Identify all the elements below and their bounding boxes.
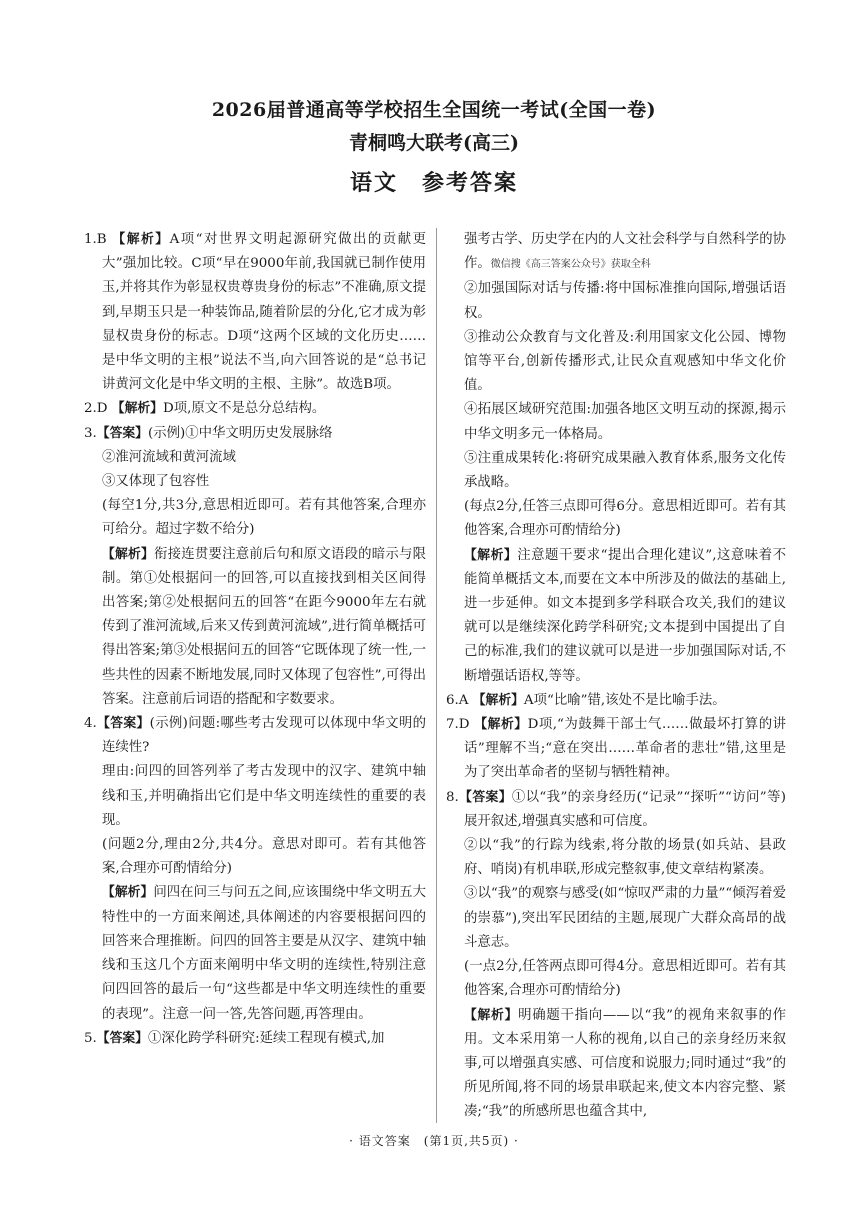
- analysis-tag: 【解析】: [472, 692, 524, 708]
- scoring-note: (每点2分,任答三点即可得6分。意思相近即可。若有其他答案,合理亦可酌情给分): [464, 499, 786, 539]
- watermark-text: 微信搜《高三答案公众号》获取全科: [490, 259, 651, 271]
- analysis-tag: 【解析】: [464, 1007, 519, 1023]
- analysis-tag: 【解析】: [464, 547, 518, 563]
- answer-q7: [446, 713, 786, 786]
- scoring-note: (每空1分,共3分,意思相近即可。若有其他答案,合理亦可给分。超过字数不给分): [102, 498, 426, 538]
- scoring-note: (问题2分,理由2分,共4分。意思对即可。若有其他答案,合理亦可酌情给分): [102, 837, 426, 877]
- answer-q8: [446, 786, 786, 834]
- analysis-tag: 【解析】: [102, 546, 155, 562]
- question-number: 1.B: [84, 232, 107, 247]
- analysis-paragraph: [446, 1004, 786, 1125]
- answer-q5-continued: [446, 228, 786, 277]
- question-number: 7.D: [446, 717, 470, 733]
- answer-tag: 【答案】: [458, 789, 512, 805]
- answer-text: D项,原文不是总分总结构。: [162, 401, 326, 417]
- page-footer: · 语文答案 (第1页,共5页) ·: [349, 1134, 519, 1148]
- question-number: 4.: [84, 716, 97, 732]
- scoring-note: (一点2分,任答两点即可得4分。意思相近即可。若有其他答案,合理亦可酌情给分): [464, 959, 786, 999]
- analysis-tag: 【解析】: [111, 401, 163, 417]
- question-number: 6.A: [446, 692, 469, 708]
- answer-line: ③又体现了包容性: [102, 474, 210, 490]
- analysis-tag: 【解析】: [112, 232, 170, 247]
- exam-subtitle: 青桐鸣大联考(高三): [349, 132, 519, 154]
- answer-line: ②以“我”的行踪为线索,将分散的场景(如兵站、县政府、哨岗)有机串联,形成完整叙事,使文章结构紧凑。: [464, 838, 786, 878]
- analysis-tag: 【解析】: [102, 885, 154, 901]
- answer-line: ④拓展区域研究范围:加强各地区文明互动的探源,揭示中华文明多元一体格局。: [464, 402, 786, 442]
- analysis-text: 注意题干要求“提出合理化建议”,这意味着不能简单概括文本,而要在文本中所涉及的做法的基础上,进一步延伸。如文本提到多学科联合攻关,我们的建议就可以是继续深化跨学科研究;文本提到中国提出了自己的标准,我们的建议就可以是进一步加强国际对话,不断增强话语权,等等。: [464, 547, 786, 684]
- answer-q3: [84, 422, 426, 446]
- answer-line: ②淮河流域和黄河流域: [102, 449, 236, 465]
- column-divider: [436, 228, 437, 1123]
- analysis-text: 问四在问三与问五之间,应该围绕中华文明五大特性中的一方面来阐述,具体阐述的内容要根据问四的回答来合理推断。问四的回答主要是从汉字、建筑中轴线和玉这几个方面来阐明中华文明的连续性,特别注意问四回答的最后一句“这些都是中华文明连续性的重要的表现”。注意一问一答,先答问题,再答理由。: [102, 885, 426, 1022]
- answer-line: ①以“我”的亲身经历(“记录”“探听”“访问”等)展开叙述,增强真实感和可信度。: [464, 789, 787, 829]
- analysis-tag: 【解析】: [474, 717, 528, 733]
- answer-text: A项“对世界文明起源研究做出的贡献更大”强加比较。C项“早在9000年前,我国就已制作使用玉,并将其作为彰显权贵尊贵身份的标志”不准确,原文提到,早期玉只是一种装饰品,随着阶层的分化,它才成为彰显权贵身份的标志。D项“这两个区域的文化历史……是中华文明的主根”说法不当,向六回答说的是“总书记讲黄河文化是中华文明的主根、主脉”。故选B项。: [102, 232, 426, 393]
- answer-tag: 【答案】: [96, 716, 150, 732]
- answer-line: ③推动公众教育与文化普及:利用国家文化公园、博物馆等平台,创新传播形式,让民众直观感知中华文化价值。: [464, 329, 786, 394]
- question-number: 8.: [446, 789, 459, 805]
- answer-q1: [84, 228, 426, 397]
- answer-key-title: 语文 参考答案: [349, 170, 518, 196]
- answer-line: (示例)问题:哪些考古发现可以体现中华文明的连续性?: [102, 716, 426, 756]
- answer-q6: [446, 689, 786, 713]
- answer-tag: 【答案】: [96, 1030, 148, 1046]
- answer-tag: 【答案】: [96, 425, 148, 441]
- exam-title: 2026届普通高等学校招生全国统一考试(全国一卷): [211, 99, 657, 121]
- question-number: 5.: [84, 1030, 97, 1046]
- analysis-text: 明确题干指向——以“我”的视角来叙事的作用。文本采用第一人称的视角,以自己的亲身经历来叙事,可以增强真实感、可信度和说服力;同时通过“我”的所见所闻,将不同的场景串联起来,使文本内容完整、紧凑;“我”的所感所思也蕴含其中,: [464, 1007, 787, 1120]
- analysis-paragraph: [84, 881, 426, 1026]
- left-column: [84, 228, 426, 1128]
- answer-q5: [84, 1027, 426, 1051]
- answer-text: D项,“为鼓舞干部士气……做最坏打算的讲话”理解不当;“意在突出……革命者的悲壮”错,这里是为了突出革命者的坚韧与牺牲精神。: [464, 717, 787, 781]
- analysis-text: 衔接连贯要注意前后句和原文语段的暗示与限制。第①处根据问一的回答,可以直接找到相关区间得出答案;第②处根据问五的回答“在距今9000年左右就传到了淮河流域,后来又传到黄河流域”,进行简单概括可得出答案;第③处根据问五的回答“它既体现了统一性,一些共性的因素不断地发展,同时又体现了包容性”,可得出答案。注意前后词语的搭配和字数要求。: [102, 546, 427, 707]
- right-column: [446, 228, 786, 1128]
- answer-line: 理由:问四的回答列举了考古发现中的汉字、建筑中轴线和玉,并明确指出它们是中华文明连续性的重要的表现。: [102, 764, 426, 828]
- answer-text: 强考古学、历史学在内的人文社会科学与自然科学的协作。: [464, 232, 786, 272]
- answer-text: A项“比喻”错,该处不是比喻手法。: [523, 692, 726, 708]
- answer-q4: [84, 712, 426, 760]
- answer-text: ①深化跨学科研究:延续工程现有模式,加: [147, 1030, 385, 1046]
- answer-q2: [84, 397, 426, 421]
- answer-line: ③以“我”的观察与感受(如“惊叹严肃的力量”“倾泻着爱的崇慕”),突出军民团结的主题,展现广大群众高昂的战斗意志。: [464, 886, 786, 950]
- analysis-paragraph: [84, 543, 426, 712]
- answer-line: ⑤注重成果转化:将研究成果融入教育体系,服务文化传承战略。: [464, 450, 786, 491]
- answer-line: (示例)①中华文明历史发展脉络: [147, 425, 333, 441]
- question-number: 3.: [84, 425, 97, 441]
- answer-line: ②加强国际对话与传播:将中国标准推向国际,增强话语权。: [464, 281, 786, 321]
- analysis-paragraph: [446, 544, 786, 689]
- page-header: [0, 96, 868, 198]
- question-number: 2.D: [84, 401, 108, 417]
